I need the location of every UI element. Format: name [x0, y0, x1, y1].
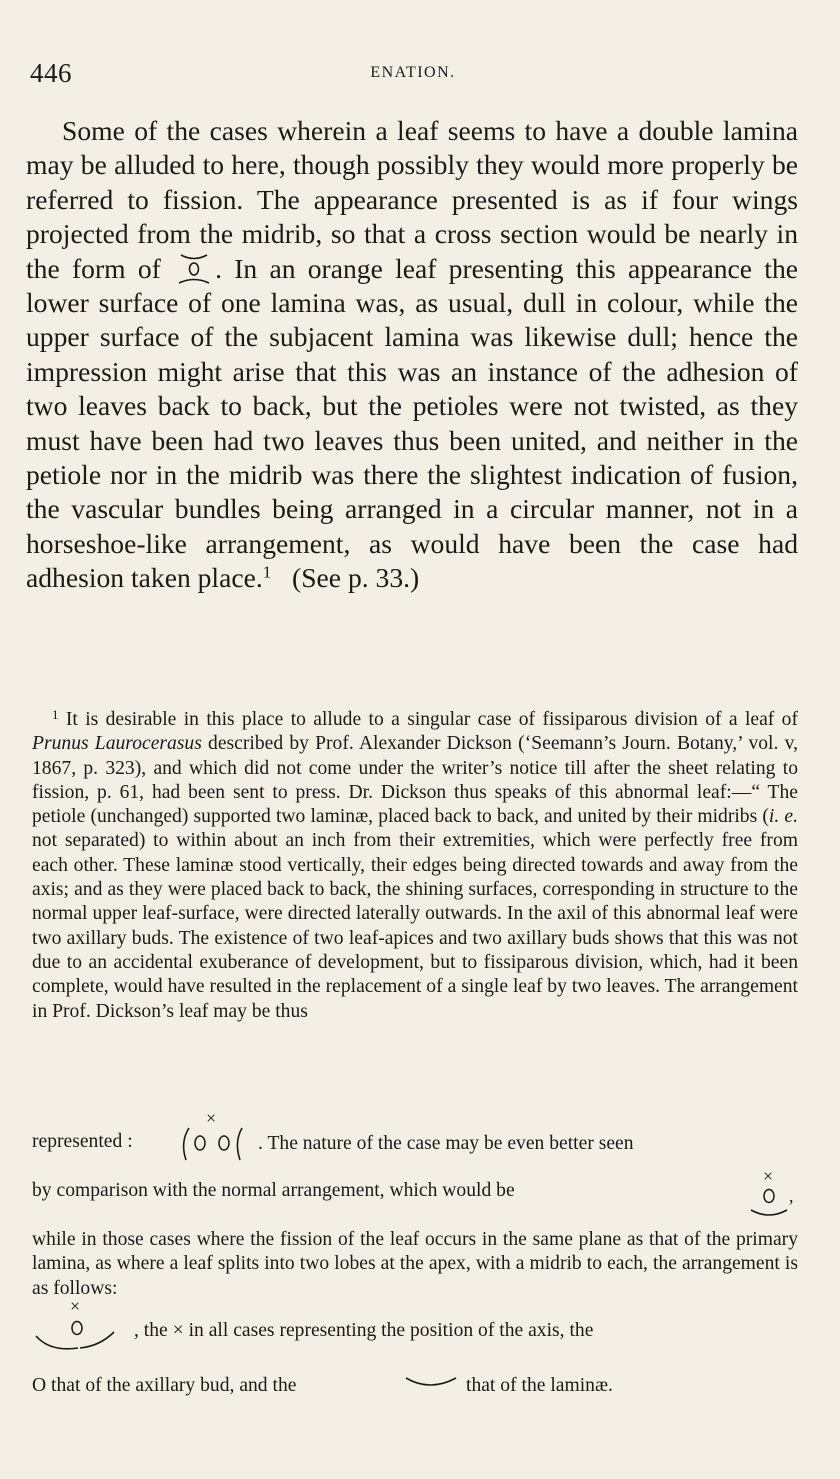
dickson-leaf-arrangement-figure: [176, 1108, 262, 1162]
running-head: ENATION.: [370, 64, 456, 81]
legend-text: , the × in all cases representing the position of the axis, the: [134, 1320, 594, 1341]
final-text-2: that of the laminæ.: [466, 1375, 613, 1396]
footnote-text-1: It is desirable in this place to allude to a singular case of fissiparous division of a leaf of: [65, 709, 798, 730]
svg-text:×: ×: [206, 1108, 217, 1128]
svg-text:,: ,: [789, 1186, 794, 1206]
footnote-text-3: not separated) to within about an inch from their extremities, which were perfectly free from each other. These laminæ stood vertically, their edges being directed towards and away from the axis; and as they were placed back to back, the shining surfaces, corresponding in structure to the normal upper leaf-surface, were directed laterally outwards. In the axil of this abnormal leaf were two axillary buds. The existence of two leaf-apices and two axillary buds shows that this was not due to an accidental exuberance of development, but to fissiparous division, which, had it been complete, would have resulted in the replacement of a single leaf by two leaves. The arrangement in Prof. Dickson’s leaf may be thus: [32, 830, 798, 1022]
normal-arrangement-figure: [748, 1166, 796, 1224]
final-text-1: O that of the axillary bud, and the: [32, 1375, 297, 1396]
footnote-marker: 1: [52, 707, 59, 723]
page-number: 446: [30, 58, 72, 88]
body-paragraph: [26, 114, 798, 596]
species-name: Prunus Laurocerasus: [32, 733, 202, 755]
see-page-reference: (See p. 33.): [292, 562, 420, 594]
after-figure-text: . The nature of the case may be even better seen: [258, 1133, 634, 1154]
footnote-text-2: described by Prof. Alexander Dickson (‘Seemann’s Journ. Botany,’ vol. v, 1867, p. 323), and which did not come under the writer’s notice till after the sheet relating to fission, p. 61, had been sent to press. Dr. Dickson thus speaks of this abnormal leaf:—“ The petiole (unchanged) supported two laminæ, placed back to back, and united by their midribs (: [32, 733, 798, 828]
lamina-curve-symbol: [402, 1372, 460, 1394]
body-text-start: Some of the cases wherein a leaf seems to have a double lamina may be alluded to here, though possibly they would more properly be referred to fission. The appearance presented is as if four wings projected from the midrib, so that a cross section would be nearly in the form of: [26, 115, 798, 284]
comparison-text: by comparison with the normal arrangement, which would be: [32, 1180, 515, 1201]
ie-abbreviation: i. e.: [768, 806, 798, 828]
plane-paragraph: while in those cases where the fission of the leaf occurs in the same plane as that of the primary lamina, as where a leaf splits into two lobes at the apex, with a midrib to each, the arrangement is as follows:: [32, 1229, 798, 1299]
body-text-end: . In an orange leaf presenting this appearance the lower surface of one lamina was, as usual, dull in colour, while the upper surface of the subjacent lamina was likewise dull; hence the impression might arise that this was an instance of the adhesion of two leaves back to back, but the petioles were not twisted, as they must have been had two leaves thus been united, and neither in the petiole nor in the midrib was there the slightest indication of fusion, the vascular bundles being arranged in a circular manner, not in a horseshoe-like arrangement, as would have been the case had adhesion taken place.: [26, 252, 798, 594]
lobed-arrangement-figure: [30, 1294, 130, 1360]
svg-text:×: ×: [70, 1296, 81, 1316]
cross-section-symbol: [173, 252, 215, 286]
page-header: [30, 58, 796, 88]
represented-label: represented :: [32, 1131, 133, 1152]
svg-text:×: ×: [763, 1166, 774, 1186]
footnote: [32, 708, 798, 1024]
footnote-reference: 1: [262, 562, 272, 582]
